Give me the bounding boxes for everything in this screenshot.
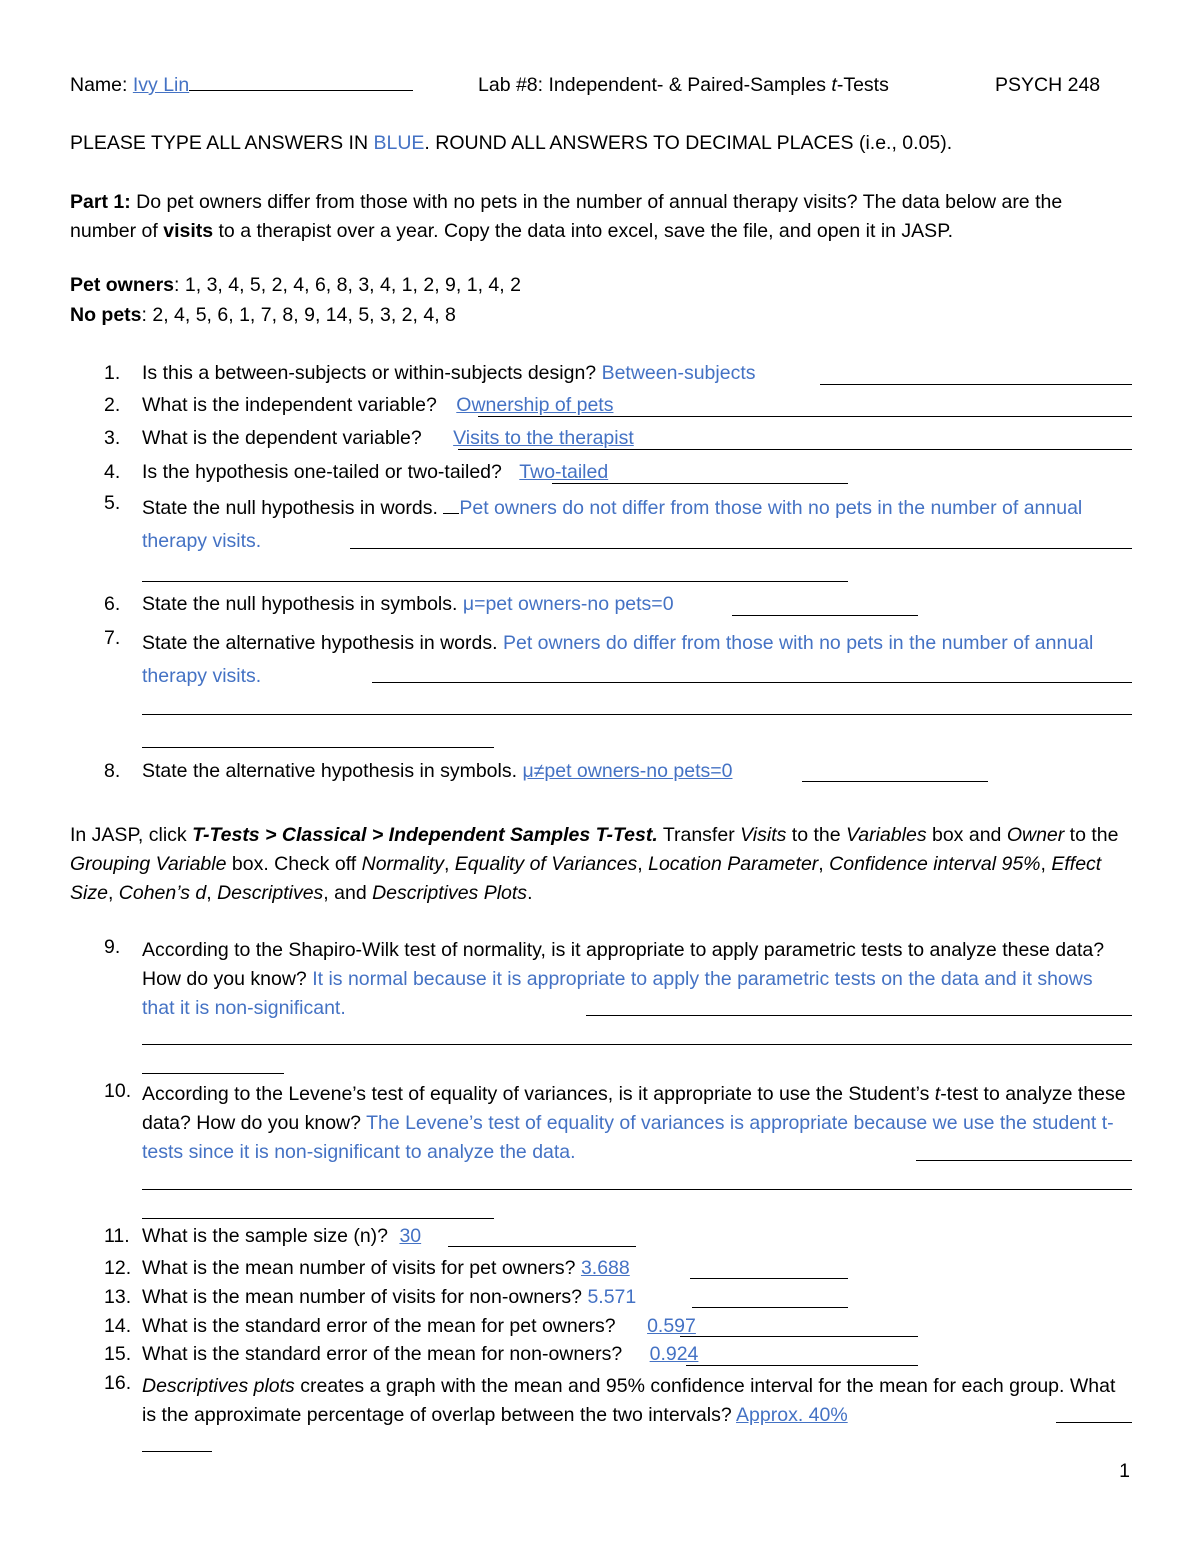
instructions-suffix: . ROUND ALL ANSWERS TO DECIMAL PLACES (i.e., 0.05). xyxy=(424,132,953,154)
answer-lead-line xyxy=(443,513,459,514)
jasp-comma: , xyxy=(443,853,455,875)
answer-11[interactable]: 30 xyxy=(399,1225,422,1247)
question-body xyxy=(142,1343,1132,1366)
answer-line xyxy=(686,1365,918,1366)
question-body xyxy=(142,362,1132,385)
jasp-cohens-d: Cohen’s d xyxy=(118,882,207,904)
name-field xyxy=(70,74,413,97)
answer-line xyxy=(142,581,848,582)
answer-line xyxy=(692,1307,848,1308)
question-number: 16. xyxy=(104,1372,132,1394)
answer-line xyxy=(142,747,494,748)
answer-12[interactable]: 3.688 xyxy=(580,1257,630,1279)
pet-owners-data xyxy=(70,274,521,297)
question-number: 8. xyxy=(104,760,121,782)
name-underline xyxy=(189,89,413,91)
question-text: What is the mean number of visits for non-owners? xyxy=(142,1286,583,1308)
question-number: 2. xyxy=(104,394,121,416)
answer-16[interactable]: Approx. 40% xyxy=(736,1404,848,1426)
answer-line xyxy=(552,483,848,484)
question-number: 14. xyxy=(104,1315,132,1337)
answer-1[interactable]: Between-subjects xyxy=(601,362,756,384)
page-number: 1 xyxy=(1119,1460,1130,1482)
lab-title-suffix: -Tests xyxy=(836,74,889,96)
part1-text2: to a therapist over a year. Copy the data into excel, save the file, and open it in JASP. xyxy=(213,220,954,242)
question-text: What is the standard error of the mean for pet owners? xyxy=(142,1315,616,1337)
question-t: t xyxy=(934,1083,941,1105)
jasp-comma: , xyxy=(818,853,830,875)
jasp-comma: , xyxy=(107,882,119,904)
question-body xyxy=(142,1286,1132,1309)
question-number: 3. xyxy=(104,427,121,449)
jasp-instructions xyxy=(70,821,1140,908)
question-number: 11. xyxy=(104,1225,130,1247)
question-body xyxy=(142,760,1132,783)
question-body xyxy=(142,394,1132,417)
question-text: State the null hypothesis in words. xyxy=(142,497,438,519)
question-body xyxy=(142,627,1132,693)
answer-4[interactable]: Two-tailed xyxy=(519,461,609,483)
jasp-menu-path: T-Tests > Classical > Independent Samples T-Test. xyxy=(192,824,658,846)
question-7 xyxy=(104,627,1132,697)
name-label: Name: xyxy=(70,74,128,96)
instructions-prefix: PLEASE TYPE ALL ANSWERS IN xyxy=(70,132,374,154)
question-number: 10. xyxy=(104,1080,132,1102)
answer-6[interactable]: μ=pet owners-no pets=0 xyxy=(462,593,674,615)
answer-line xyxy=(142,1044,1132,1045)
answer-2[interactable]: Ownership of pets xyxy=(456,394,614,416)
question-body xyxy=(142,461,1132,484)
instructions xyxy=(70,132,952,155)
jasp-descriptives-plots: Descriptives Plots xyxy=(372,882,528,904)
no-pets-values: : 2, 4, 5, 6, 1, 7, 8, 9, 14, 5, 3, 2, 4, 8 xyxy=(141,304,456,326)
jasp-normality: Normality xyxy=(361,853,444,875)
jasp-confidence: Confidence interval 95% xyxy=(829,853,1041,875)
jasp-text: Transfer xyxy=(657,824,741,846)
question-text: -test to analyze these data? How do you know? xyxy=(142,1083,1126,1134)
answer-line xyxy=(142,714,1132,715)
answer-line xyxy=(142,1189,1132,1190)
question-number: 9. xyxy=(104,936,121,958)
answer-5[interactable]: Pet owners do not differ from those with no pets in the number of annual therapy visits. xyxy=(142,497,1083,552)
question-text: What is the dependent variable? xyxy=(142,427,422,449)
answer-10[interactable]: The Levene’s test of equality of variances is appropriate because we use the student t-tests since it is non-significant to analyze the data. xyxy=(142,1112,1114,1163)
answer-line xyxy=(732,615,918,616)
question-number: 5. xyxy=(104,492,121,514)
answer-line xyxy=(680,1336,918,1337)
question-5 xyxy=(104,492,1132,562)
answer-3[interactable]: Visits to the therapist xyxy=(453,427,634,449)
name-value[interactable]: Ivy Lin xyxy=(132,74,190,96)
jasp-comma: , xyxy=(637,853,649,875)
lab-title-prefix: Lab #8: Independent- & Paired-Samples xyxy=(478,74,832,96)
question-text: According to the Shapiro-Wilk test of normality, is it appropriate to apply parametric tests to analyze these data? How do you know? xyxy=(142,939,1105,990)
jasp-text: In JASP, click xyxy=(70,824,193,846)
jasp-effect-size: Effect Size xyxy=(70,853,1102,904)
jasp-location: Location Parameter xyxy=(648,853,819,875)
answer-line xyxy=(372,682,1132,683)
answer-line xyxy=(586,1015,1132,1016)
question-text: State the null hypothesis in symbols. xyxy=(142,593,458,615)
question-italic: Descriptives plots xyxy=(142,1375,295,1397)
question-body xyxy=(142,427,1132,450)
answer-line xyxy=(916,1160,1132,1161)
course-code: PSYCH 248 xyxy=(995,74,1101,96)
answer-line xyxy=(142,1218,494,1219)
answer-15[interactable]: 0.924 xyxy=(649,1343,699,1365)
question-text: Is the hypothesis one-tailed or two-tailed? xyxy=(142,461,502,483)
answer-line xyxy=(142,1073,284,1074)
answer-line xyxy=(478,416,1132,417)
answer-line xyxy=(350,548,1132,549)
answer-line xyxy=(820,384,1132,385)
jasp-text: to the xyxy=(786,824,846,846)
question-number: 1. xyxy=(104,362,121,384)
question-body xyxy=(142,1372,1132,1430)
question-number: 6. xyxy=(104,593,121,615)
jasp-text: box and xyxy=(926,824,1007,846)
answer-line xyxy=(458,449,1132,450)
question-body xyxy=(142,1225,1132,1248)
jasp-grouping-variable: Grouping Variable xyxy=(70,853,227,875)
jasp-text: , and xyxy=(323,882,373,904)
part1-bold-word: visits xyxy=(163,220,214,242)
pet-owners-label: Pet owners xyxy=(70,274,175,296)
part1-text: Do pet owners differ from those with no pets in the number of annual therapy visits? The data below are the number of xyxy=(70,191,1063,242)
answer-7[interactable]: Pet owners do differ from those with no pets in the number of annual therapy visits. xyxy=(142,632,1094,687)
answer-line xyxy=(142,1451,212,1452)
question-body xyxy=(142,1080,1128,1167)
pet-owners-values: : 1, 3, 4, 5, 2, 4, 6, 8, 3, 4, 1, 2, 9, 1, 4, 2 xyxy=(174,274,521,296)
question-body xyxy=(142,1315,1132,1338)
question-body xyxy=(142,1257,1132,1280)
jasp-owner: Owner xyxy=(1006,824,1065,846)
question-10 xyxy=(104,1080,1132,1170)
answer-line xyxy=(448,1246,636,1247)
answer-13[interactable]: 5.571 xyxy=(587,1286,637,1308)
jasp-comma: , xyxy=(1040,853,1052,875)
question-body xyxy=(142,936,1124,1023)
instructions-blue-word: BLUE xyxy=(373,132,425,154)
question-9 xyxy=(104,936,1132,1026)
answer-line xyxy=(802,781,988,782)
answer-line xyxy=(690,1278,848,1279)
part1-intro xyxy=(70,188,1132,246)
answer-14[interactable]: 0.597 xyxy=(647,1315,696,1337)
jasp-comma: , xyxy=(206,882,218,904)
jasp-equality: Equality of Variances xyxy=(454,853,638,875)
answer-8[interactable]: μ≠pet owners-no pets=0 xyxy=(522,760,733,782)
jasp-text: to the xyxy=(1064,824,1119,846)
answer-9[interactable]: It is normal because it is appropriate to apply the parametric tests on the data and it shows that it is non-significant. xyxy=(142,968,1093,1019)
jasp-variables: Variables xyxy=(846,824,927,846)
jasp-text: . xyxy=(527,882,533,904)
question-number: 12. xyxy=(104,1257,132,1279)
lab-title-t: t xyxy=(831,74,837,96)
question-number: 15. xyxy=(104,1343,132,1365)
question-text: State the alternative hypothesis in words. xyxy=(142,632,498,654)
question-text: According to the Levene’s test of equality of variances, is it appropriate to use the Student’s xyxy=(142,1083,935,1105)
jasp-descriptives: Descriptives xyxy=(217,882,324,904)
jasp-text: box. Check off xyxy=(226,853,362,875)
question-text: What is the sample size (n)? xyxy=(142,1225,389,1247)
question-number: 13. xyxy=(104,1286,132,1308)
question-text: What is the mean number of visits for pet owners? xyxy=(142,1257,576,1279)
question-body xyxy=(142,593,1132,616)
question-text: What is the standard error of the mean for non-owners? xyxy=(142,1343,623,1365)
part1-label: Part 1: xyxy=(70,191,131,213)
question-16 xyxy=(104,1372,1132,1432)
question-text: What is the independent variable? xyxy=(142,394,437,416)
lab-title xyxy=(478,74,889,97)
no-pets-label: No pets xyxy=(70,304,142,326)
answer-line xyxy=(1056,1422,1132,1423)
jasp-visits: Visits xyxy=(740,824,787,846)
question-number: 7. xyxy=(104,627,121,649)
question-number: 4. xyxy=(104,461,121,483)
question-text: creates a graph with the mean and 95% confidence interval for the mean for each group. What is the approximate percentage of overlap between the two intervals? xyxy=(142,1375,1116,1426)
question-text: Is this a between-subjects or within-subjects design? xyxy=(142,362,597,384)
no-pets-data xyxy=(70,304,456,327)
question-text: State the alternative hypothesis in symbols. xyxy=(142,760,518,782)
